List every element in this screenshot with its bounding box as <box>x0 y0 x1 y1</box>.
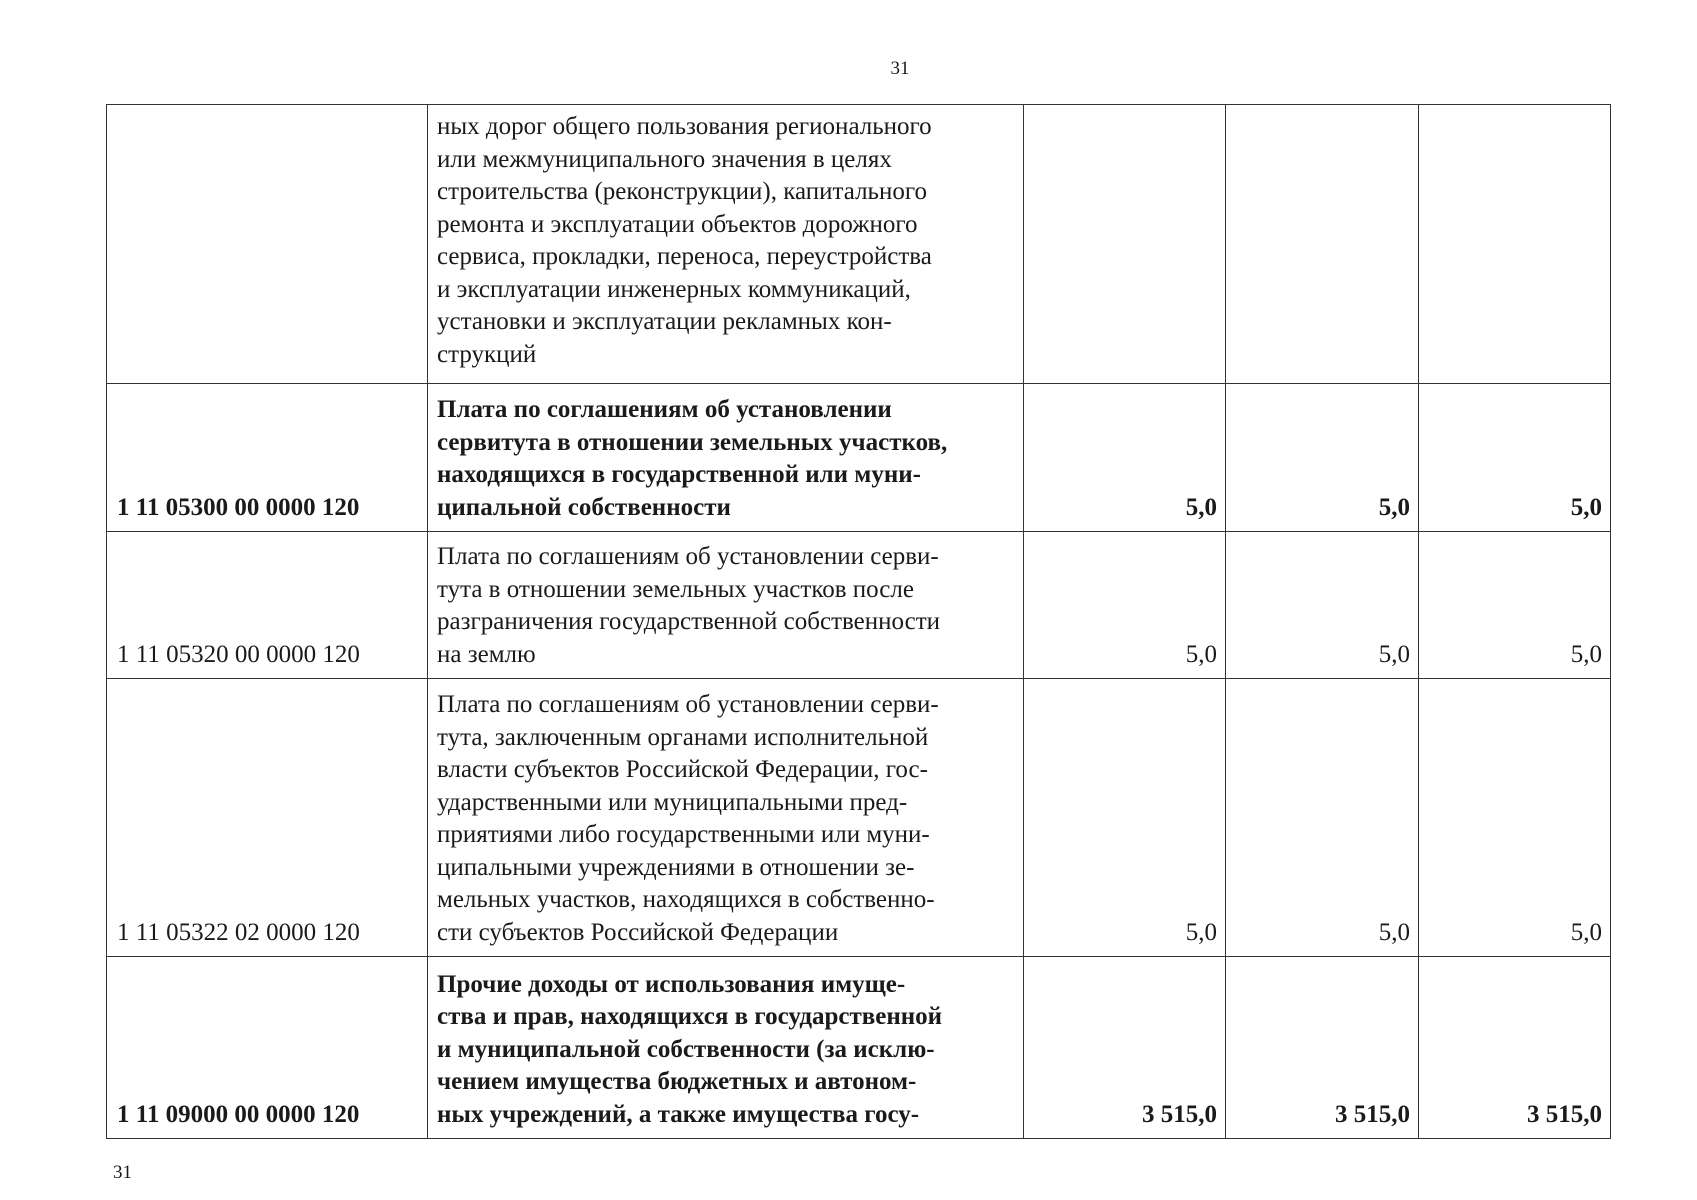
budget-code-cell: 1 11 05300 00 0000 120 <box>107 384 428 532</box>
budget-code-cell: 1 11 05320 00 0000 120 <box>107 532 428 679</box>
page-number-bottom: 31 <box>113 1162 132 1183</box>
value-year1-cell: 5,0 <box>1024 532 1226 679</box>
value-year3-cell: 3 515,0 <box>1419 957 1611 1139</box>
description-cell: Плата по соглашениям об установлении серви- тута в отношении земельных участков после разграничения государственной собственности на землю <box>428 532 1024 679</box>
value-year2-cell: 5,0 <box>1226 384 1419 532</box>
value-year2-cell <box>1226 105 1419 384</box>
value-year1-cell: 3 515,0 <box>1024 957 1226 1139</box>
value-year2-cell: 5,0 <box>1226 532 1419 679</box>
budget-code-cell: 1 11 09000 00 0000 120 <box>107 957 428 1139</box>
value-year2-cell: 5,0 <box>1226 679 1419 957</box>
value-year1-cell <box>1024 105 1226 384</box>
value-year1-cell: 5,0 <box>1024 679 1226 957</box>
table-row <box>107 384 1611 532</box>
page-number-top: 31 <box>890 58 910 79</box>
budget-code-cell: 1 11 05322 02 0000 120 <box>107 679 428 957</box>
table-row <box>107 679 1611 957</box>
description-cell: Прочие доходы от использования имуще- ства и прав, находящихся в государственной и муниципальной собственности (за исклю- чением имущества бюджетных и автоном- ных учреждений, а также имущества госу- <box>428 957 1024 1139</box>
description-cell: Плата по соглашениям об установлении сервитута в отношении земельных участков, находящихся в государственной или муни- ципальной собственности <box>428 384 1024 532</box>
value-year3-cell: 5,0 <box>1419 532 1611 679</box>
budget-revenue-table <box>106 104 1611 1139</box>
value-year3-cell <box>1419 105 1611 384</box>
value-year1-cell: 5,0 <box>1024 384 1226 532</box>
description-cell: Плата по соглашениям об установлении серви- тута, заключенным органами исполнительной власти субъектов Российской Федерации, гос- ударственными или муниципальными пред- приятиями либо государственными или муни- ципальными учреждениями в отношении зе- мельных участков, находящихся в собственно- сти субъектов Российской Федерации <box>428 679 1024 957</box>
table-row <box>107 105 1611 384</box>
table-row <box>107 532 1611 679</box>
description-cell: ных дорог общего пользования регионального или межмуниципального значения в целях строительства (реконструкции), капитального ремонта и эксплуатации объектов дорожного сервиса, прокладки, переноса, переустройства и эксплуатации инженерных коммуникаций, установки и эксплуатации рекламных кон- струкций <box>428 105 1024 384</box>
table-row <box>107 957 1611 1139</box>
budget-code-cell <box>107 105 428 384</box>
value-year3-cell: 5,0 <box>1419 679 1611 957</box>
value-year3-cell: 5,0 <box>1419 384 1611 532</box>
value-year2-cell: 3 515,0 <box>1226 957 1419 1139</box>
